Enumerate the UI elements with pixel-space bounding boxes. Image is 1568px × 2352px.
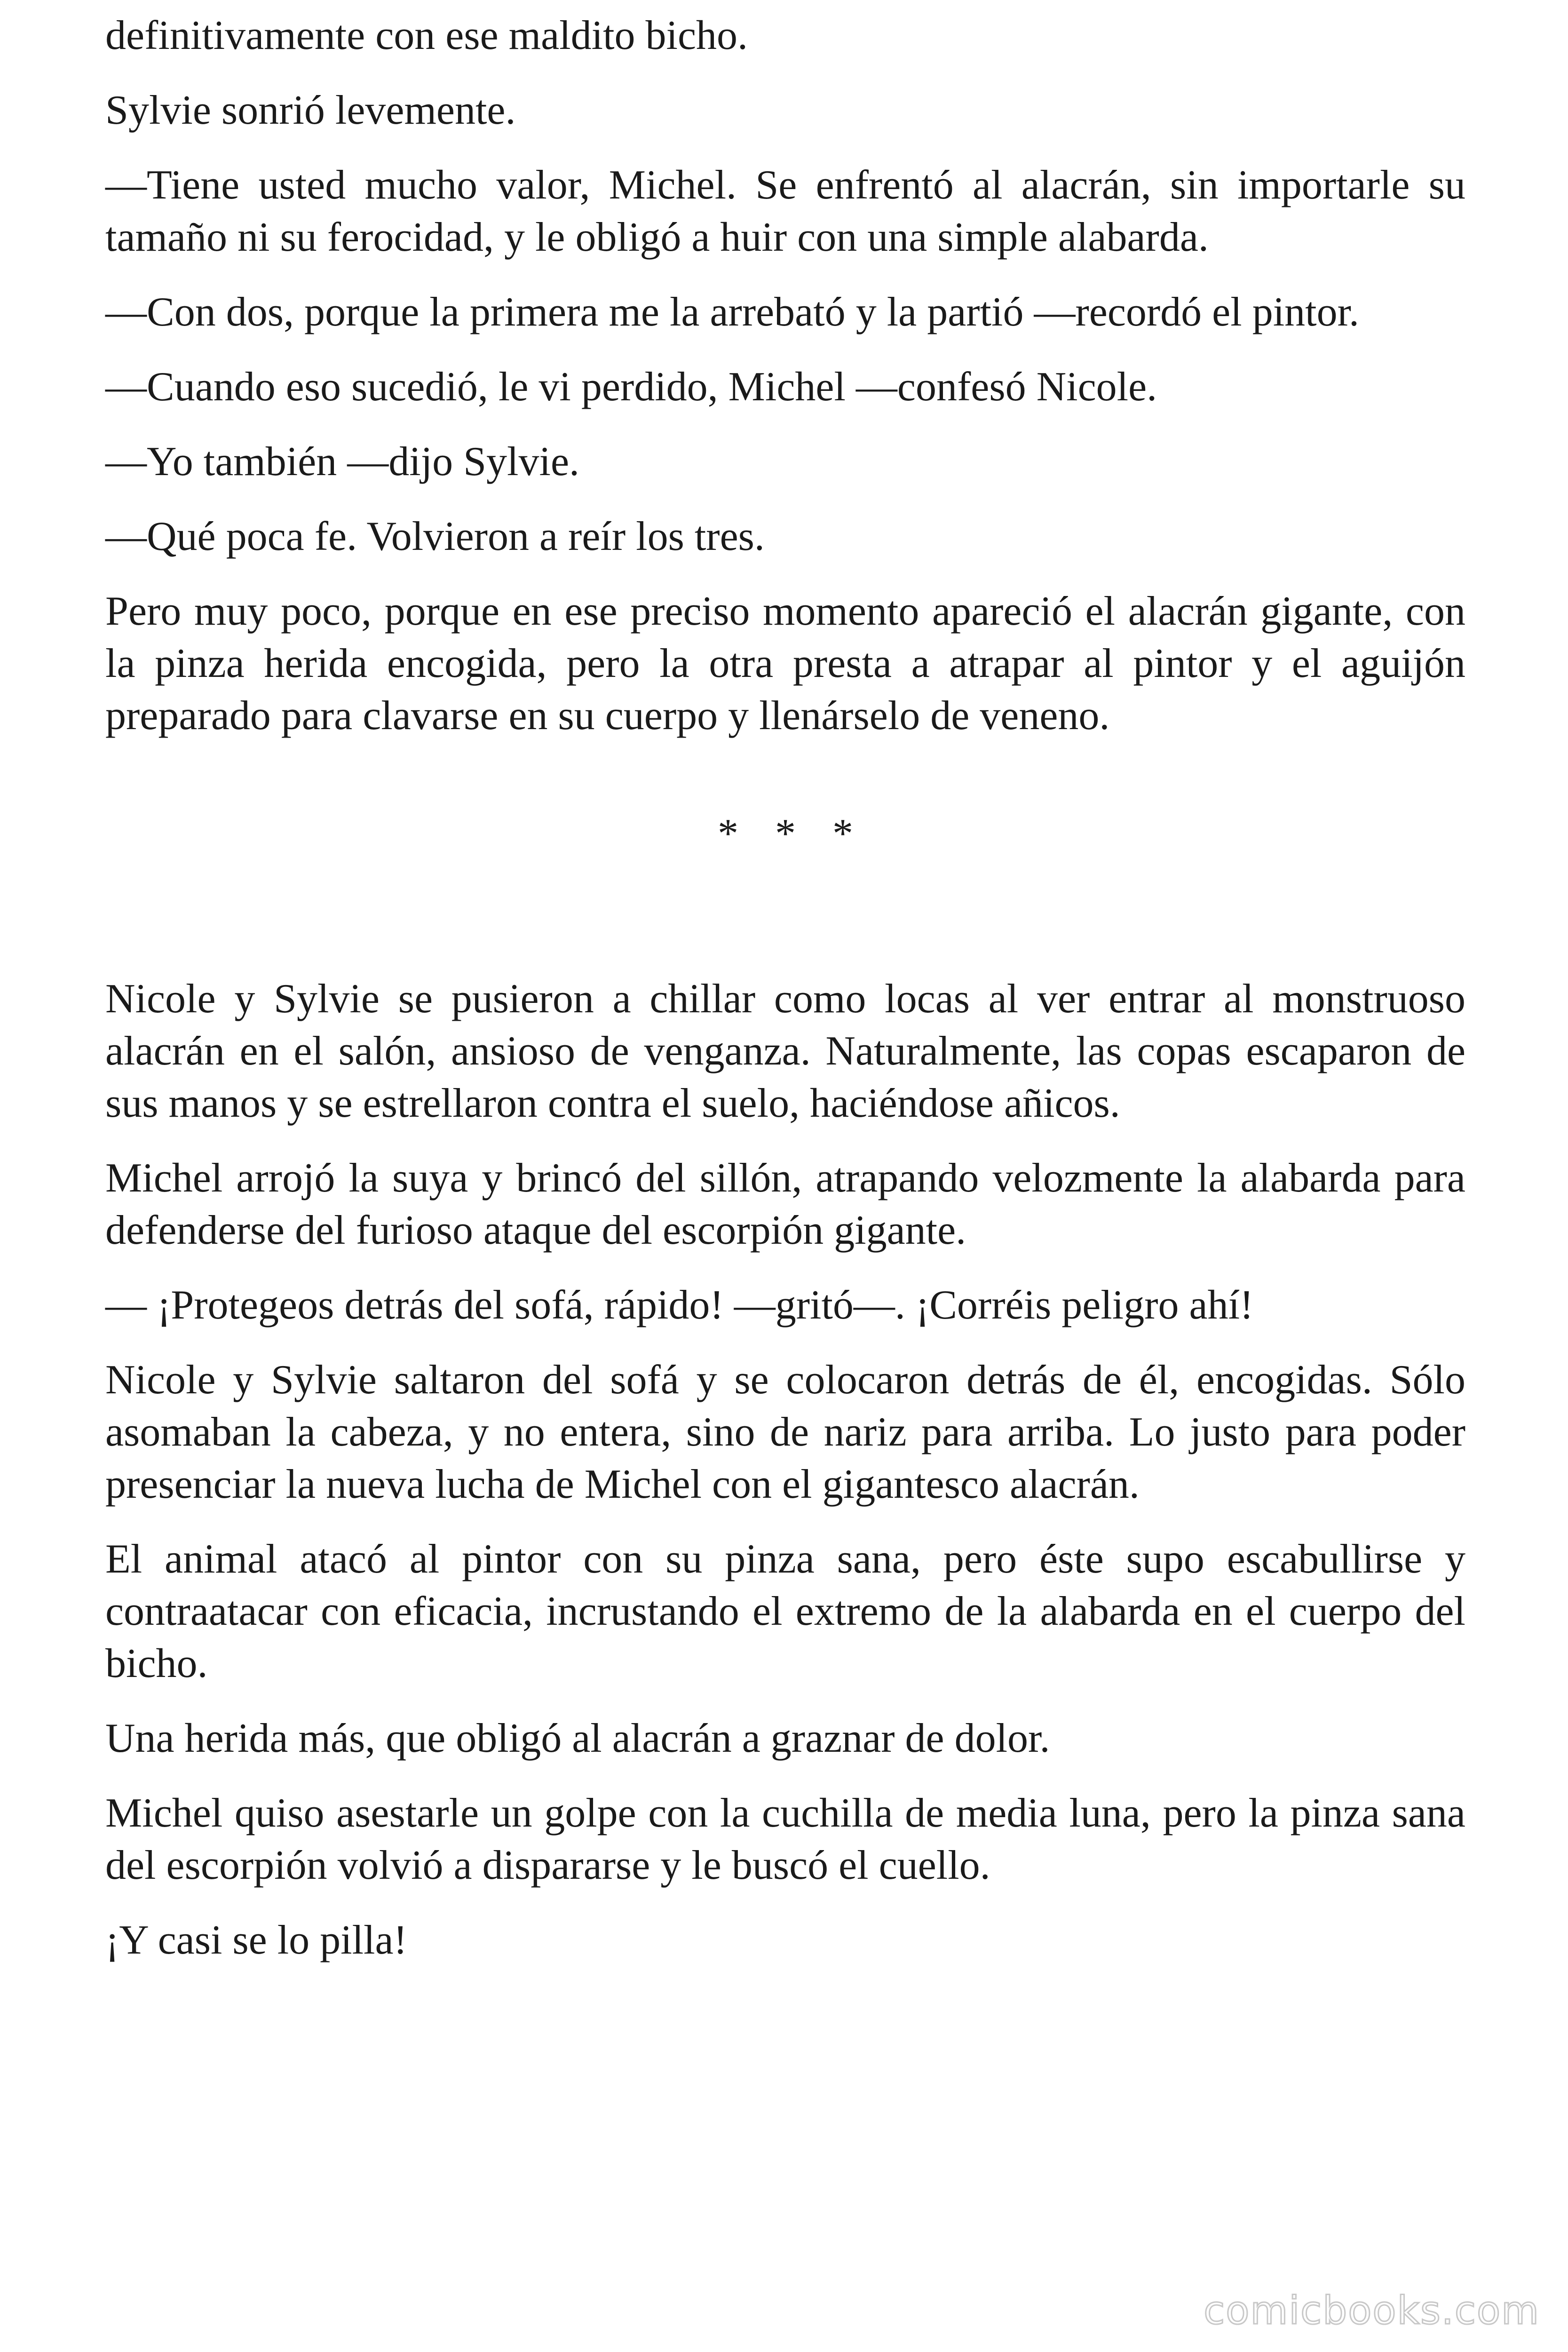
paragraph: —Con dos, porque la primera me la arrebató y la partió —recordó el pintor. — [105, 289, 1360, 335]
paragraph: —Yo también —dijo Sylvie. — [105, 439, 580, 485]
paragraph: —Qué poca fe. Volvieron a reír los tres. — [105, 514, 765, 559]
paragraph: Sylvie sonrió levemente. — [105, 87, 516, 133]
paragraph: Nicole y Sylvie se pusieron a chillar como locas al ver entrar al monstruoso alacrán en el salón, ansioso de venganza. Naturalmente, las copas escaparon de sus manos y se estrellaron contra el suelo, haciéndose añicos. — [105, 976, 1465, 1126]
paragraph: ¡Y casi se lo pilla! — [105, 1917, 407, 1963]
paragraph: Michel quiso asestarle un golpe con la cuchilla de media luna, pero la pinza sana del escorpión volvió a dispararse y le buscó el cuello. — [105, 1790, 1465, 1888]
paragraph: definitivamente con ese maldito bicho. — [105, 13, 748, 58]
paragraph: — ¡Protegeos detrás del sofá, rápido! —gritó—. ¡Corréis peligro ahí! — [105, 1282, 1254, 1328]
watermark: comicbooks.com — [1204, 2288, 1540, 2333]
paragraph: —Tiene usted mucho valor, Michel. Se enfrentó al alacrán, sin importarle su tamaño ni su ferocidad, y le obligó a huir con una simple alabarda. — [105, 162, 1465, 260]
paragraph: Pero muy poco, porque en ese preciso momento apareció el alacrán gigante, con la pinza herida encogida, pero la otra presta a atrapar al pintor y el aguijón preparado para clavarse en su cuerpo y llenárselo de veneno. — [105, 588, 1465, 739]
paragraph: El animal atacó al pintor con su pinza sana, pero éste supo escabullirse y contraatacar con eficacia, incrustando el extremo de la alabarda en el cuerpo del bicho. — [105, 1536, 1465, 1686]
paragraph: Una herida más, que obligó al alacrán a graznar de dolor. — [105, 1716, 1050, 1761]
paragraph: Michel arrojó la suya y brincó del sillón, atrapando velozmente la alabarda para defenderse del furioso ataque del escorpión gigante. — [105, 1155, 1465, 1253]
scene-break: * * * — [718, 811, 866, 857]
paragraph: Nicole y Sylvie saltaron del sofá y se colocaron detrás de él, encogidas. Sólo asomaban la cabeza, y no entera, sino de nariz para arriba. Lo justo para poder presenciar la nueva lucha de Michel con el gigantesco alacrán. — [105, 1357, 1465, 1507]
page-body — [105, 9, 1465, 1989]
paragraph: —Cuando eso sucedió, le vi perdido, Michel —confesó Nicole. — [105, 364, 1157, 410]
